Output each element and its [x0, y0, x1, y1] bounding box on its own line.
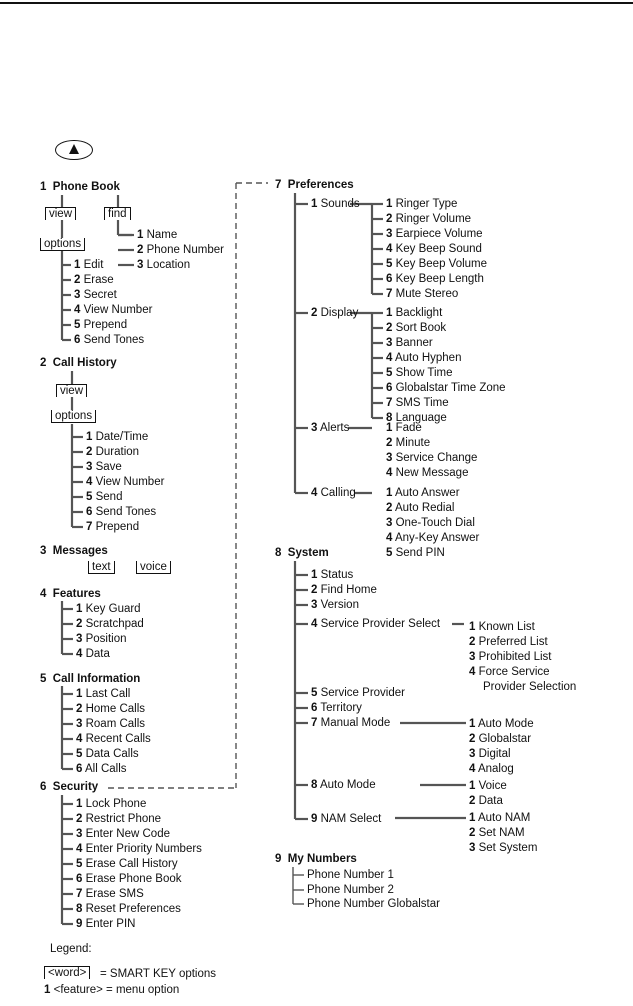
preferences-calling[interactable] — [311, 486, 356, 500]
nam-select-item[interactable] — [469, 811, 530, 825]
menu-features[interactable] — [40, 587, 101, 601]
item-number: 5 — [311, 687, 318, 699]
item-number: 7 — [386, 397, 393, 409]
item-number: 4 — [86, 476, 93, 488]
display-item[interactable] — [386, 321, 446, 335]
legend-number: 1 — [44, 984, 51, 996]
item-number: 4 — [311, 618, 318, 630]
item-label: Display — [320, 307, 359, 319]
item-number: 4 — [74, 304, 81, 316]
item-label: All Calls — [84, 763, 127, 775]
item-label: Alerts — [319, 422, 350, 434]
item-number: 5 — [86, 491, 93, 503]
call-information-item[interactable] — [76, 762, 127, 776]
calling-item[interactable] — [386, 516, 475, 530]
heading-number: 5 — [40, 673, 47, 685]
system-item[interactable] — [311, 598, 359, 612]
item-label: Manual Mode — [320, 717, 391, 729]
item-label: Service Provider Select — [320, 618, 441, 630]
item-number: 4 — [311, 487, 318, 499]
item-label: Version — [320, 599, 359, 611]
item-label: Find Home — [320, 584, 377, 596]
smart-key-text[interactable]: text — [88, 561, 115, 574]
item-number: 2 — [469, 795, 476, 807]
item-label: Calling — [320, 487, 356, 499]
features-item[interactable] — [76, 617, 144, 631]
heading-number: 6 — [40, 781, 47, 793]
alerts-item[interactable] — [386, 466, 468, 480]
item-number: 5 — [76, 748, 83, 760]
item-label: Edit — [83, 259, 104, 271]
item-number: 2 — [386, 502, 393, 514]
security-item[interactable] — [76, 902, 181, 916]
security-item[interactable] — [76, 857, 178, 871]
item-label: Sort Book — [395, 322, 447, 334]
menu-phone-book[interactable] — [40, 180, 120, 194]
item-number: 8 — [311, 779, 318, 791]
item-number: 1 — [386, 422, 393, 434]
system-item[interactable] — [311, 686, 405, 700]
item-number: 3 — [74, 289, 81, 301]
item-label: Restrict Phone — [85, 813, 162, 825]
smart-key-find[interactable]: find — [104, 207, 131, 220]
smart-key-voice[interactable]: voice — [136, 561, 171, 574]
phone-book-find-item[interactable] — [137, 258, 190, 272]
heading-label: My Numbers — [287, 853, 357, 865]
item-label: Backlight — [395, 307, 443, 319]
sounds-item[interactable] — [386, 287, 458, 301]
item-number: 1 — [386, 198, 393, 210]
sounds-item[interactable] — [386, 212, 471, 226]
heading-label: Messages — [52, 545, 108, 557]
item-number: 5 — [386, 258, 393, 270]
legend-menu-text: <feature> = menu option — [53, 984, 180, 996]
menu-my-numbers[interactable] — [275, 852, 357, 866]
item-number: 2 — [386, 322, 393, 334]
item-label: Name — [146, 229, 178, 241]
my-numbers-item[interactable]: Phone Number 2 — [307, 884, 394, 896]
item-number: 9 — [76, 918, 83, 930]
item-number: 6 — [311, 702, 318, 714]
item-number: 1 — [76, 688, 83, 700]
item-label: Set NAM — [478, 827, 525, 839]
item-number: 2 — [76, 813, 83, 825]
item-number: 1 — [469, 718, 476, 730]
sounds-item[interactable] — [386, 197, 457, 211]
item-number: 3 — [76, 828, 83, 840]
manual-mode-item[interactable] — [469, 732, 531, 746]
item-number: 3 — [311, 422, 318, 434]
system-item[interactable] — [311, 778, 376, 792]
auto-mode-item[interactable] — [469, 794, 503, 808]
menu-security[interactable] — [40, 780, 98, 794]
smart-key-options[interactable]: options — [51, 410, 96, 423]
phone-book-find-item[interactable] — [137, 228, 177, 242]
security-item[interactable] — [76, 797, 146, 811]
item-label: Send Tones — [95, 506, 157, 518]
item-number: 1 — [86, 431, 93, 443]
system-item[interactable] — [311, 812, 381, 826]
item-label: Key Beep Sound — [395, 243, 482, 255]
menu-call-history[interactable] — [40, 356, 117, 370]
heading-label: Security — [52, 781, 99, 793]
item-number: 4 — [386, 243, 393, 255]
item-number: 4 — [469, 666, 476, 678]
item-number: 3 — [386, 228, 393, 240]
heading-label: Preferences — [287, 179, 354, 191]
item-number: 5 — [74, 319, 81, 331]
item-label: Lock Phone — [85, 798, 147, 810]
security-item[interactable] — [76, 812, 161, 826]
item-label: Auto Mode — [477, 718, 534, 730]
item-label: Preferred List — [478, 636, 548, 648]
features-item[interactable] — [76, 632, 127, 646]
item-label: Banner — [395, 337, 433, 349]
item-number: 3 — [137, 259, 144, 271]
item-number: 1 — [76, 603, 83, 615]
item-number: 4 — [386, 532, 393, 544]
item-number: 2 — [76, 618, 83, 630]
item-number: 1 — [386, 307, 393, 319]
item-number: 7 — [311, 717, 318, 729]
system-item[interactable] — [311, 617, 440, 631]
item-label: Erase — [83, 274, 114, 286]
item-label: Last Call — [85, 688, 131, 700]
item-number: 4 — [76, 843, 83, 855]
system-item[interactable] — [311, 568, 353, 582]
item-number: 1 — [137, 229, 144, 241]
item-label: Mute Stereo — [395, 288, 459, 300]
item-number: 1 — [311, 569, 318, 581]
nam-select-item[interactable] — [469, 841, 537, 855]
item-label: Send PIN — [395, 547, 445, 559]
display-item[interactable] — [386, 396, 449, 410]
item-number: 2 — [86, 446, 93, 458]
item-label: Show Time — [395, 367, 453, 379]
item-number: 5 — [386, 367, 393, 379]
item-number: 6 — [386, 382, 393, 394]
item-number: 3 — [311, 599, 318, 611]
item-label: Roam Calls — [85, 718, 146, 730]
item-label: Ringer Type — [395, 198, 458, 210]
menu-call-information[interactable] — [40, 672, 140, 686]
alerts-item[interactable] — [386, 451, 477, 465]
item-label: Globalstar Time Zone — [395, 382, 506, 394]
item-number: 1 — [469, 780, 476, 792]
item-label: Auto Hyphen — [394, 352, 462, 364]
item-label: Location — [146, 259, 191, 271]
item-label: Reset Preferences — [85, 903, 181, 915]
sounds-item[interactable] — [386, 242, 482, 256]
phone-book-option-item[interactable] — [74, 318, 127, 332]
phone-book-option-item[interactable] — [74, 288, 117, 302]
item-number: 1 — [469, 812, 476, 824]
phone-book-option-item[interactable] — [74, 333, 144, 347]
heading-number: 2 — [40, 357, 47, 369]
item-number: 3 — [76, 633, 83, 645]
item-number: 2 — [469, 636, 476, 648]
item-label: Scratchpad — [85, 618, 144, 630]
item-label: SMS Time — [395, 397, 449, 409]
item-number: 9 — [311, 813, 318, 825]
security-item[interactable] — [76, 872, 182, 886]
item-label: Key Beep Volume — [395, 258, 488, 270]
item-label: Earpiece Volume — [395, 228, 483, 240]
item-number: 2 — [469, 733, 476, 745]
features-item[interactable] — [76, 647, 110, 661]
item-label: Secret — [83, 289, 117, 301]
display-item[interactable] — [386, 336, 433, 350]
display-item[interactable] — [386, 306, 442, 320]
item-label: Data — [85, 648, 110, 660]
system-item[interactable] — [311, 583, 377, 597]
item-label: Territory — [320, 702, 362, 714]
item-number: 1 — [469, 621, 476, 633]
call-history-item[interactable] — [86, 475, 164, 489]
item-label: Duration — [95, 446, 140, 458]
item-number: 6 — [386, 273, 393, 285]
call-history-item[interactable] — [86, 460, 122, 474]
auto-mode-item[interactable] — [469, 779, 507, 793]
item-number: 3 — [386, 337, 393, 349]
item-label: Any-Key Answer — [394, 532, 480, 544]
item-label: Date/Time — [95, 431, 149, 443]
alerts-item[interactable] — [386, 436, 430, 450]
call-information-item[interactable] — [76, 687, 130, 701]
menu-messages[interactable] — [40, 544, 108, 558]
call-history-item[interactable] — [86, 505, 156, 519]
heading-number: 7 — [275, 179, 282, 191]
item-label: Service Change — [395, 452, 478, 464]
item-label: Auto Mode — [319, 779, 376, 791]
call-information-item[interactable] — [76, 747, 139, 761]
heading-number: 4 — [40, 588, 47, 600]
item-label: Prepend — [83, 319, 128, 331]
item-number: 4 — [386, 467, 393, 479]
item-label: Globalstar — [478, 733, 532, 745]
call-information-item[interactable] — [76, 732, 151, 746]
heading-number: 1 — [40, 181, 47, 193]
item-number: 6 — [74, 334, 81, 346]
phone-book-option-item[interactable] — [74, 303, 152, 317]
legend-menu-option — [44, 983, 179, 997]
item-label: New Message — [395, 467, 469, 479]
heading-label: Features — [52, 588, 101, 600]
item-label: Force Service — [478, 666, 550, 678]
heading-label: Phone Book — [52, 181, 120, 193]
item-label: Sounds — [320, 198, 360, 210]
item-number: 6 — [76, 873, 83, 885]
item-number: 1 — [74, 259, 81, 271]
item-label: Send Tones — [83, 334, 145, 346]
item-label: Auto Redial — [394, 502, 455, 514]
item-label: Status — [320, 569, 354, 581]
security-item[interactable] — [76, 827, 170, 841]
item-number: 3 — [469, 842, 476, 854]
calling-item[interactable] — [386, 501, 454, 515]
service-provider-select-item-line2: Provider Selection — [483, 681, 577, 693]
item-label: Data Calls — [85, 748, 139, 760]
item-number: 3 — [469, 651, 476, 663]
call-history-item[interactable] — [86, 490, 122, 504]
smart-key-view[interactable]: view — [45, 207, 76, 220]
item-number: 4 — [469, 763, 476, 775]
item-label: Ringer Volume — [395, 213, 472, 225]
item-label: Service Provider — [320, 687, 405, 699]
nam-select-item[interactable] — [469, 826, 525, 840]
alerts-item[interactable] — [386, 421, 422, 435]
calling-item[interactable] — [386, 531, 479, 545]
item-number: 3 — [86, 461, 93, 473]
item-number: 3 — [469, 748, 476, 760]
display-item[interactable] — [386, 381, 506, 395]
item-number: 6 — [76, 763, 83, 775]
item-label: Recent Calls — [85, 733, 151, 745]
menu-preferences[interactable] — [275, 178, 354, 192]
legend-title: Legend: — [50, 943, 92, 955]
item-number: 2 — [137, 244, 144, 256]
item-number: 5 — [386, 547, 393, 559]
item-number: 7 — [86, 521, 93, 533]
item-number: 8 — [386, 412, 393, 424]
item-number: 1 — [76, 798, 83, 810]
item-label: Minute — [395, 437, 431, 449]
item-number: 4 — [386, 352, 393, 364]
calling-item[interactable] — [386, 486, 460, 500]
preferences-alerts[interactable] — [311, 421, 349, 435]
item-label: Voice — [478, 780, 507, 792]
security-item[interactable] — [76, 842, 202, 856]
item-label: Auto Answer — [394, 487, 460, 499]
preferences-sounds[interactable] — [311, 197, 360, 211]
item-number: 2 — [386, 437, 393, 449]
item-label: Key Beep Length — [395, 273, 484, 285]
menu-system[interactable] — [275, 546, 329, 560]
service-provider-select-item[interactable] — [469, 620, 535, 634]
heading-label: Call History — [52, 357, 117, 369]
item-number: 2 — [76, 703, 83, 715]
heading-number: 8 — [275, 547, 282, 559]
item-label: Auto NAM — [477, 812, 531, 824]
call-information-item[interactable] — [76, 717, 145, 731]
item-label: Phone Number — [146, 244, 224, 256]
smart-key-options[interactable]: options — [40, 238, 85, 251]
features-item[interactable] — [76, 602, 141, 616]
item-number: 2 — [74, 274, 81, 286]
manual-mode-item[interactable] — [469, 747, 511, 761]
item-number: 7 — [76, 888, 83, 900]
item-label: Erase SMS — [85, 888, 144, 900]
system-item[interactable] — [311, 716, 390, 730]
item-number: 8 — [76, 903, 83, 915]
item-label: Send — [95, 491, 123, 503]
my-numbers-item[interactable]: Phone Number Globalstar — [307, 898, 440, 910]
item-label: Fade — [395, 422, 422, 434]
sounds-item[interactable] — [386, 257, 487, 271]
item-label: Enter Priority Numbers — [85, 843, 202, 855]
item-label: Prohibited List — [478, 651, 552, 663]
item-number: 1 — [386, 487, 393, 499]
manual-mode-item[interactable] — [469, 717, 534, 731]
manual-mode-item[interactable] — [469, 762, 514, 776]
item-number: 5 — [76, 858, 83, 870]
legend-smart-sample: <word> — [44, 966, 90, 979]
phone-book-option-item[interactable] — [74, 273, 114, 287]
heading-number: 9 — [275, 853, 282, 865]
item-label: One-Touch Dial — [395, 517, 475, 529]
item-label: Home Calls — [85, 703, 146, 715]
item-number: 3 — [386, 452, 393, 464]
item-number: 2 — [311, 584, 318, 596]
item-label: Known List — [478, 621, 535, 633]
smart-key-view[interactable]: view — [56, 384, 87, 397]
item-label: View Number — [83, 304, 153, 316]
item-label: View Number — [95, 476, 165, 488]
security-item[interactable] — [76, 887, 144, 901]
item-label: Language — [395, 412, 447, 424]
item-label: Analog — [477, 763, 514, 775]
item-number: 3 — [76, 718, 83, 730]
security-item[interactable] — [76, 917, 135, 931]
item-number: 4 — [76, 733, 83, 745]
item-label: Set System — [478, 842, 538, 854]
item-label: NAM Select — [320, 813, 382, 825]
call-information-item[interactable] — [76, 702, 145, 716]
item-number: 2 — [469, 827, 476, 839]
item-label: Enter New Code — [85, 828, 170, 840]
call-history-item[interactable] — [86, 445, 139, 459]
service-provider-select-item[interactable] — [469, 665, 550, 679]
sounds-item[interactable] — [386, 227, 483, 241]
item-label: Position — [85, 633, 127, 645]
item-number: 7 — [386, 288, 393, 300]
calling-item[interactable] — [386, 546, 445, 560]
heading-number: 3 — [40, 545, 47, 557]
sounds-item[interactable] — [386, 272, 484, 286]
heading-label: System — [287, 547, 329, 559]
item-label: Erase Phone Book — [85, 873, 182, 885]
phone-book-option-item[interactable] — [74, 258, 103, 272]
item-label: Enter PIN — [85, 918, 136, 930]
service-provider-select-item[interactable] — [469, 635, 548, 649]
display-item[interactable] — [386, 366, 453, 380]
call-history-item[interactable] — [86, 520, 139, 534]
system-item[interactable] — [311, 701, 362, 715]
item-label: Data — [478, 795, 503, 807]
item-label: Key Guard — [85, 603, 141, 615]
my-numbers-item[interactable]: Phone Number 1 — [307, 869, 394, 881]
item-label: Prepend — [95, 521, 140, 533]
item-number: 4 — [76, 648, 83, 660]
item-label: Erase Call History — [85, 858, 178, 870]
legend-smart-text: = SMART KEY options — [100, 968, 217, 980]
call-history-item[interactable] — [86, 430, 148, 444]
service-provider-select-item[interactable] — [469, 650, 551, 664]
preferences-display[interactable] — [311, 306, 358, 320]
heading-label: Call Information — [52, 673, 141, 685]
phone-book-find-item[interactable] — [137, 243, 224, 257]
item-number: 1 — [311, 198, 318, 210]
item-number: 3 — [386, 517, 393, 529]
item-number: 2 — [386, 213, 393, 225]
item-number: 6 — [86, 506, 93, 518]
display-item[interactable] — [386, 351, 461, 365]
item-label: Digital — [478, 748, 511, 760]
item-number: 2 — [311, 307, 318, 319]
item-label: Save — [95, 461, 122, 473]
